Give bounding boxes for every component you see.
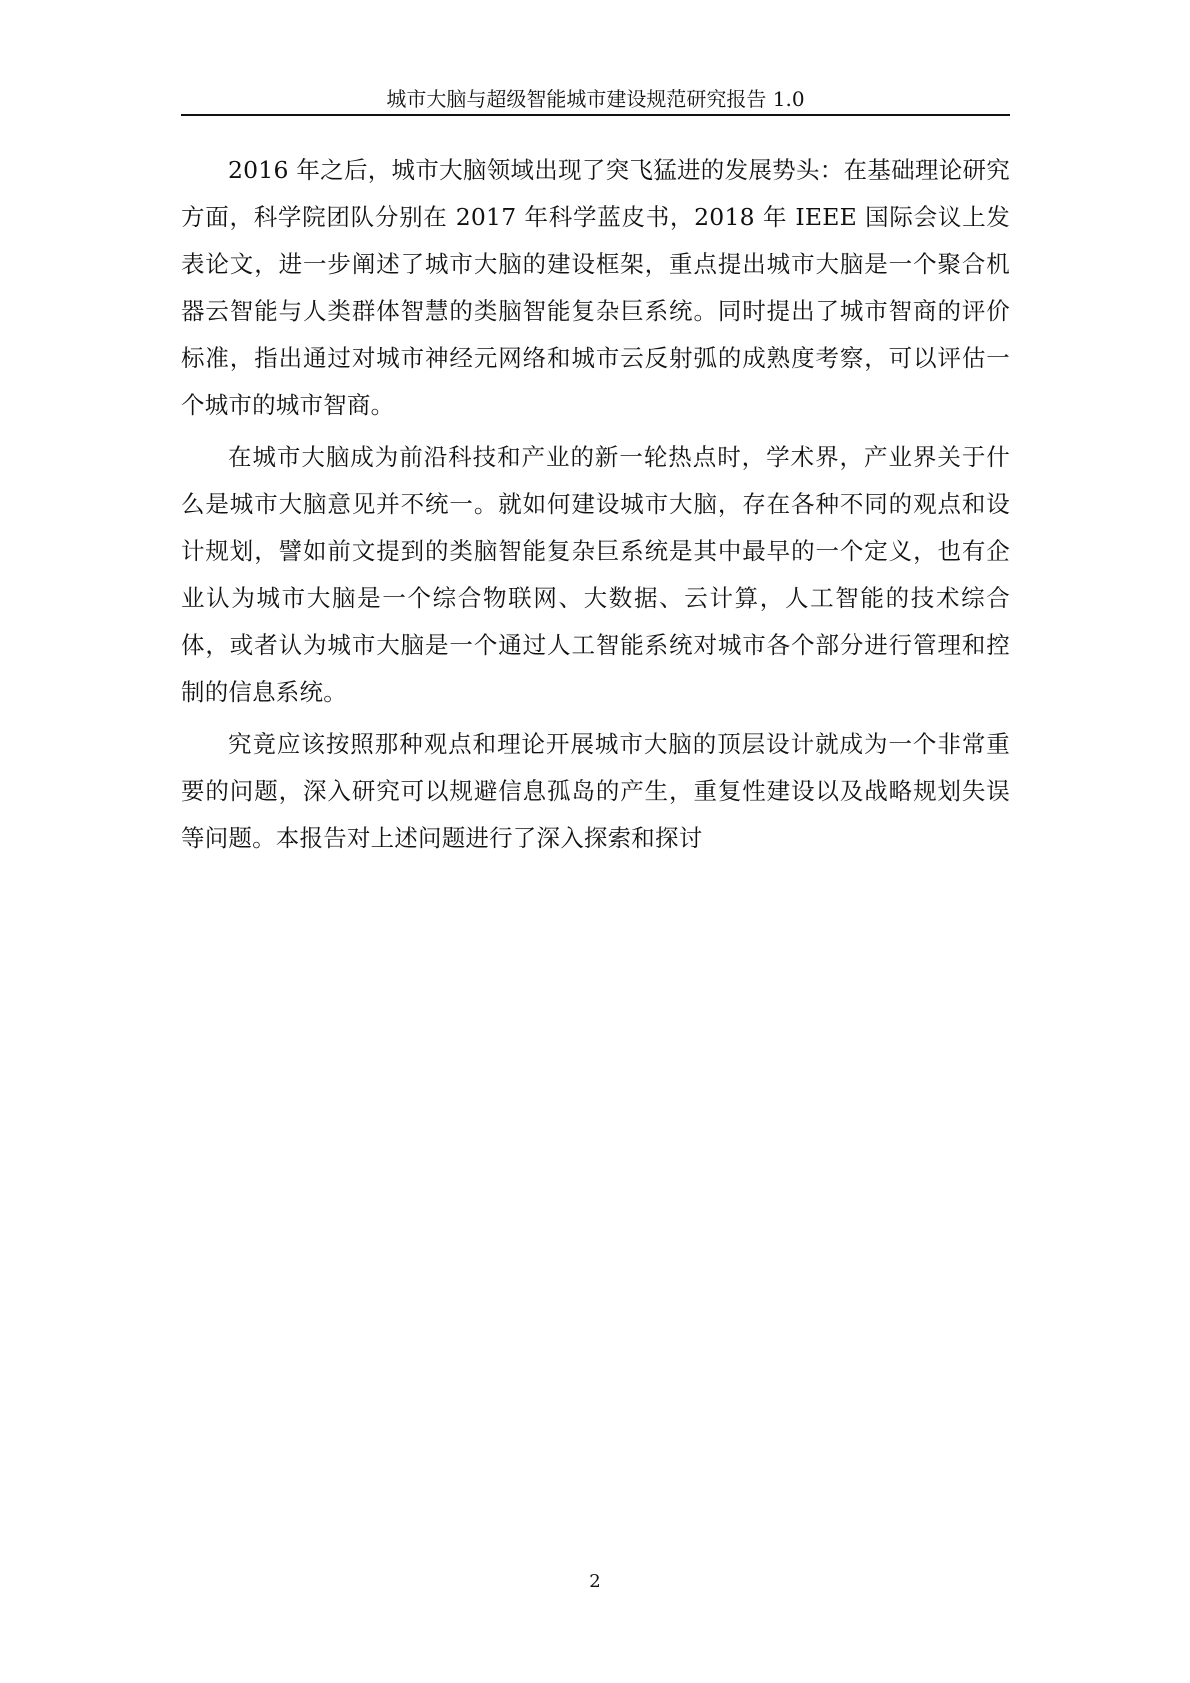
paragraph-1: 2016 年之后，城市大脑领域出现了突飞猛进的发展势头：在基础理论研究方面，科学院团队分别在 2017 年科学蓝皮书，2018 年 IEEE 国际会议上发表论文，进一步阐述了城市大脑的建设框架，重点提出城市大脑是一个聚合机器云智能与人类群体智慧的类脑智能复杂巨系统。同时提出了城市智商的评价标准，指出通过对城市神经元网络和城市云反射弧的成熟度考察，可以评估一个城市的城市智商。 <box>181 156 1010 419</box>
paragraph-2: 在城市大脑成为前沿科技和产业的新一轮热点时，学术界，产业界关于什么是城市大脑意见并不统一。就如何建设城市大脑，存在各种不同的观点和设计规划，譬如前文提到的类脑智能复杂巨系统是其中最早的一个定义，也有企业认为城市大脑是一个综合物联网、大数据、云计算，人工智能的技术综合体，或者认为城市大脑是一个通过人工智能系统对城市各个部分进行管理和控制的信息系统。 <box>181 443 1010 706</box>
body-text <box>181 147 1010 867</box>
header-divider <box>181 114 1010 116</box>
running-header: 城市大脑与超级智能城市建设规范研究报告 1.0 <box>386 87 805 111</box>
paragraph-3: 究竟应该按照那种观点和理论开展城市大脑的顶层设计就成为一个非常重要的问题，深入研究可以规避信息孤岛的产生，重复性建设以及战略规划失误等问题。本报告对上述问题进行了深入探索和探讨 <box>181 730 1010 852</box>
page-number: 2 <box>589 1571 601 1592</box>
